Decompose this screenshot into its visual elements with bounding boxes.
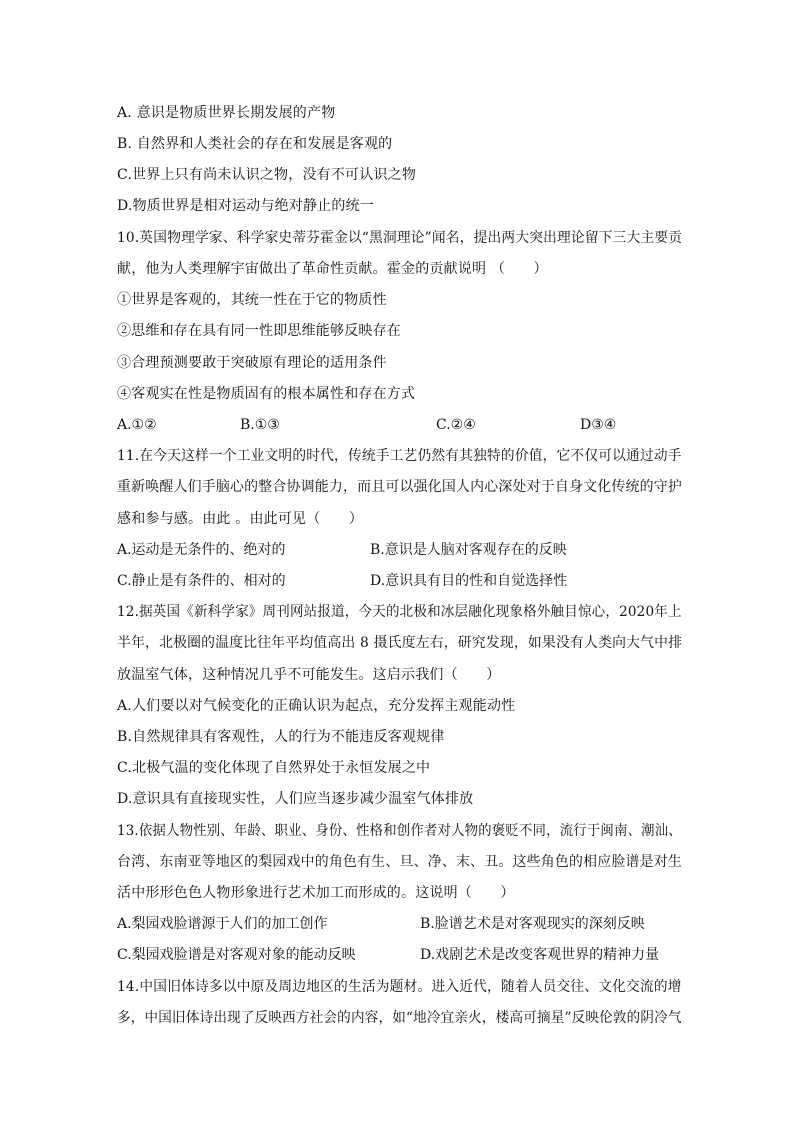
q9-option-c: C.世界上只有尚未认识之物，没有不可认识之物 — [117, 167, 417, 183]
q11-option-a: A.运动是无条件的、绝对的 — [117, 542, 286, 558]
q11-option-d: D.意识具有目的性和自觉选择性 — [370, 573, 568, 589]
q11-option-b: B.意识是人脑对客观存在的反映 — [370, 542, 567, 558]
q9-option-a: A. 意识是物质世界长期发展的产物 — [117, 105, 336, 121]
q13-stem-line-2: 台湾、东南亚等地区的梨园戏中的角色有生、旦、净、末、丑。这些角色的相应脸谱是对生 — [117, 854, 682, 870]
q10-option-b: B.①③ — [240, 417, 280, 433]
q12-option-d: D.意识具有直接现实性，人们应当逐步减少温室气体排放 — [117, 791, 474, 807]
q13-stem-line-1: 13.依据人物性别、年龄、职业、身份、性格和创作者对人物的褒贬不同，流行于闽南、潮汕、 — [117, 823, 682, 839]
q12-stem-line-2: 半年，北极圈的温度比往年平均值高出 8 摄氏度左右，研究发现，如果没有人类向大气中排 — [117, 635, 683, 651]
q9-option-d: D.物质世界是相对运动与绝对静止的统一 — [117, 198, 374, 214]
q10-option-d: D③④ — [580, 417, 617, 433]
q10-item-2: ②思维和存在具有同一性即思维能够反映存在 — [117, 323, 401, 339]
q11-stem-line-1: 11.在今天这样一个工业文明的时代，传统手工艺仍然有其独特的价值，它不仅可以通过动手 — [117, 448, 682, 464]
q13-option-b: B.脸谱艺术是对客观现实的深刻反映 — [420, 916, 645, 932]
q12-stem-line-1: 12.据英国《新科学家》周刊网站报道，今天的北极和冰层融化现象格外触目惊心，2020年上 — [117, 604, 682, 620]
q10-option-c: C.②④ — [436, 417, 476, 433]
q10-stem-line-2: 献，他为人类理解宇宙做出了革命性贡献。霍金的贡献说明 （ ） — [117, 261, 548, 277]
q10-stem-line-1: 10.英国物理学家、科学家史蒂芬霍金以“黑洞理论”闻名，提出两大突出理论留下三大主要贡 — [117, 230, 683, 246]
q10-item-1: ①世界是客观的，其统一性在于它的物质性 — [117, 292, 387, 308]
q13-option-a: A.梨园戏脸谱源于人们的加工创作 — [117, 916, 328, 932]
q13-option-c: C.梨园戏脸谱是对客观对象的能动反映 — [117, 947, 356, 963]
q14-stem-line-1: 14.中国旧体诗多以中原及周边地区的生活为题材。进入近代，随着人员交往、文化交流的增 — [117, 979, 682, 995]
q11-stem-line-3: 感和参与感。由此 。由此可见（ ） — [117, 511, 364, 527]
q12-stem-line-3: 放温室气体，这种情况几乎不可能发生。这启示我们（ ） — [117, 667, 501, 683]
q13-stem-line-3: 活中形形色色人物形象进行艺术加工而形成的。这说明（ ） — [117, 885, 515, 901]
q9-option-b: B. 自然界和人类社会的存在和发展是客观的 — [117, 136, 393, 152]
q10-option-a: A.①② — [117, 417, 157, 433]
q11-option-c: C.静止是有条件的、相对的 — [117, 573, 286, 589]
q13-option-d: D.戏剧艺术是改变客观世界的精神力量 — [420, 947, 660, 963]
q11-stem-line-2: 重新唤醒人们手脑心的整合协调能力，而且可以强化国人内心深处对于自身文化传统的守护 — [117, 479, 682, 495]
q10-item-3: ③合理预测要敢于突破原有理论的适用条件 — [117, 355, 387, 371]
q10-item-4: ④客观实在性是物质固有的根本属性和存在方式 — [117, 386, 416, 402]
q14-stem-line-2: 多，中国旧体诗出现了反映西方社会的内容，如“地冷宜亲火，楼高可摘星”反映伦敦的阴冷气 — [117, 1010, 682, 1026]
q12-option-b: B.自然规律具有客观性，人的行为不能违反客观规律 — [117, 729, 445, 745]
q12-option-c: C.北极气温的变化体现了自然界处于永恒发展之中 — [117, 760, 431, 776]
q12-option-a: A.人们要以对气候变化的正确认识为起点，充分发挥主观能动性 — [117, 698, 516, 714]
